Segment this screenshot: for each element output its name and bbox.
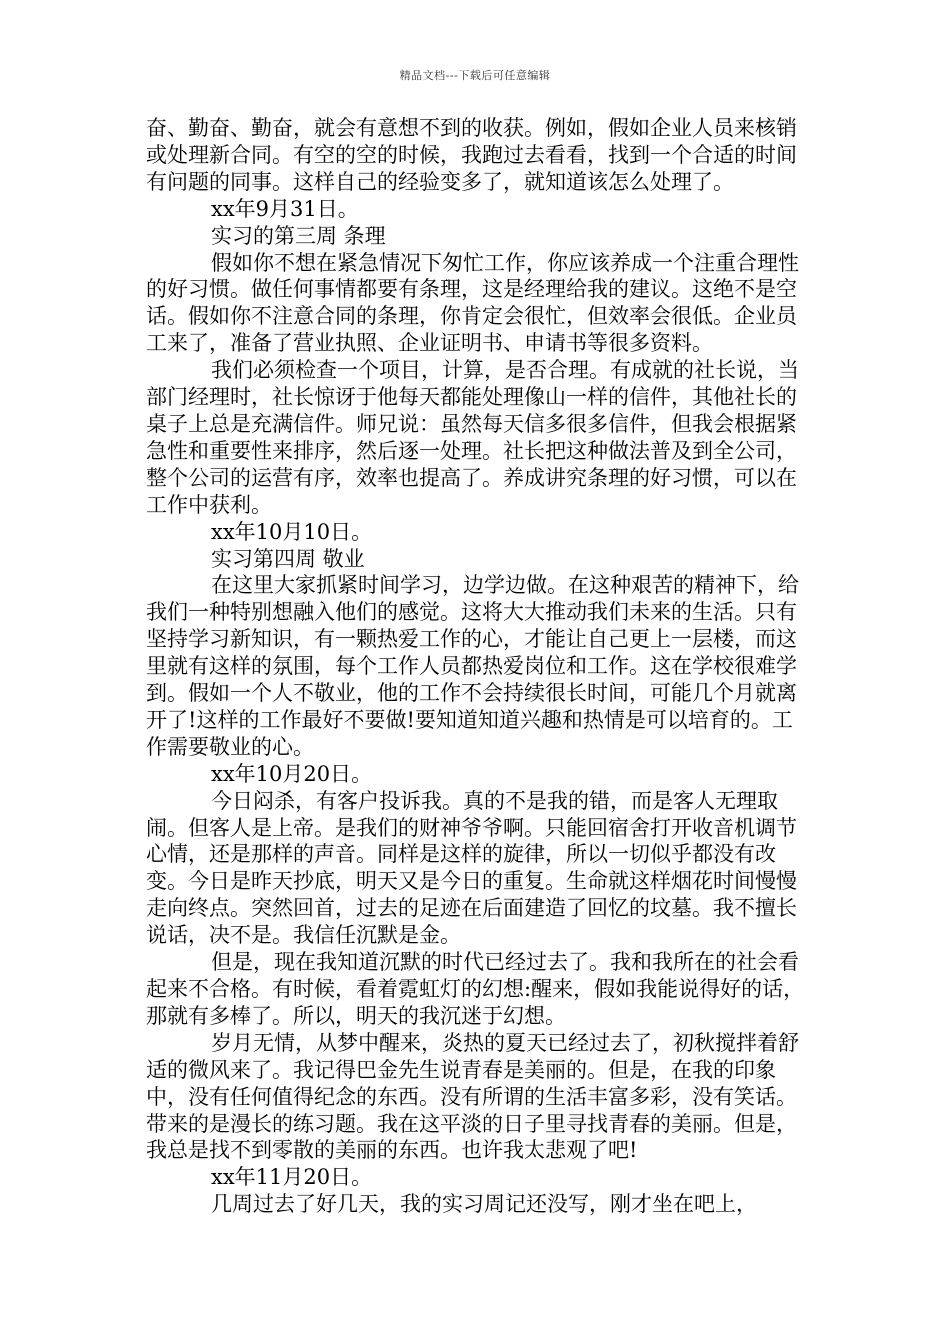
paragraph-3: 我们必须检查一个项目，计算，是否合理。有成就的社长说，当部门经理时，社长惊讶于他每天都能处理像山一样的信件，其他社长的桌子上总是充满信件。师兄说：虽然每天信多很多信件，但我会根据紧急性和重要性来排序，然后逐一处理。社长把这种做法普及到全公司，整个公司的运营有序，效率也提高了。养成讲究条理的好习惯，可以在工作中获利。 (146, 358, 799, 517)
date-line-3: xx年10月20日。 (211, 761, 373, 786)
document-body (146, 115, 806, 1218)
paragraph-8: 几周过去了好几天，我的实习周记还没写，刚才坐在吧上， (211, 1192, 757, 1217)
paragraph-4: 在这里大家抓紧时间学习，边学边做。在这种艰苦的精神下，给我们一种特别想融入他们的感觉。这将大大推动我们未来的生活。只有坚持学习新知识，有一颗热爱工作的心，才能让自己更上一层楼，而这里就有这样的氛围，每个工作人员都热爱岗位和工作。这在学校很难学到。假如一个人不敬业，他的工作不会持续很长时间，可能几个月就离开了!这样的工作最好不要做!要知道知道兴趣和热情是可以培育的。工作需要敬业的心。 (146, 573, 799, 759)
section-heading-week-3: 实习的第三周 条理 (211, 223, 386, 248)
paragraph-1: 奋、勤奋、勤奋，就会有意想不到的收获。例如，假如企业人员来核销或处理新合同。有空的空的时候，我跑过去看看，找到一个合适的时间有问题的同事。这样自己的经验变多了，就知道该怎么处理了。 (146, 116, 797, 194)
page-header: 精品文档---下载后可任意编辑 (399, 69, 551, 82)
date-line-2: xx年10月10日。 (211, 519, 373, 544)
date-line-4: xx年11月20日。 (211, 1165, 373, 1190)
paragraph-6: 但是，现在我知道沉默的时代已经过去了。我和我所在的社会看起来不合格。有时候，看着霓虹灯的幻想:醒来，假如我能说得好的话，那就有多棒了。所以，明天的我沉迷于幻想。 (146, 950, 805, 1028)
section-heading-week-4: 实习第四周 敬业 (211, 546, 365, 571)
date-line-1: xx年9月31日。 (211, 196, 359, 221)
paragraph-5: 今日闷杀，有客户投诉我。真的不是我的错，而是客人无理取闹。但客人是上帝。是我们的财神爷爷啊。只能回宿舍打开收音机调节心情，还是那样的声音。同样是这样的旋律，所以一切似乎都没有改变。今日是昨天抄底，明天又是今日的重复。生命就这样烟花时间慢慢走向终点。突然回首，过去的足迹在后面建造了回忆的坟墓。我不擅长说话，决不是。我信任沉默是金。 (146, 788, 797, 948)
paragraph-7: 岁月无情，从梦中醒来，炎热的夏天已经过去了，初秋搅拌着舒适的微风来了。我记得巴金先生说青春是美丽的。但是，在我的印象中，没有任何值得纪念的东西。没有所谓的生活丰富多彩，没有笑话。带来的是漫长的练习题。我在这平淡的日子里寻找青春的美丽。但是，我总是找不到零散的美丽的东西。也许我太悲观了吧! (146, 1030, 799, 1163)
paragraph-2: 假如你不想在紧急情况下匆忙工作，你应该养成一个注重合理性的好习惯。做任何事情都要有条理，这是经理给我的建议。这绝不是空话。假如你不注意合同的条理，你肯定会很忙，但效率会很低。企业员工来了，准备了营业执照、企业证明书、申请书等很多资料。 (146, 250, 799, 356)
